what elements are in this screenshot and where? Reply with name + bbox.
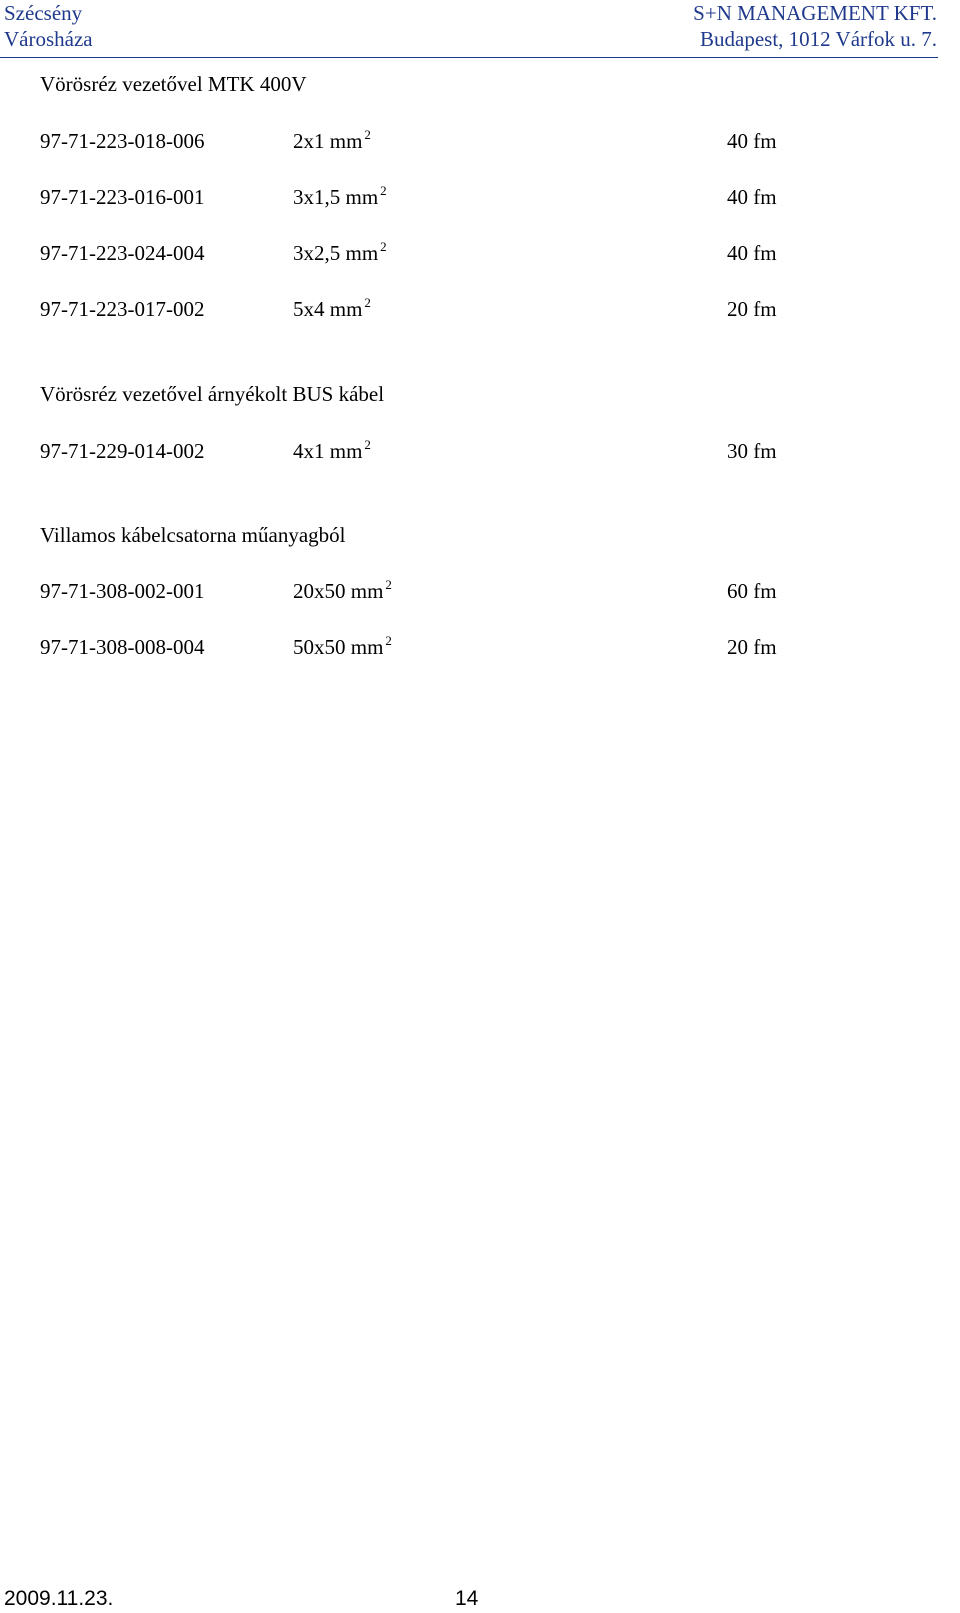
page-number: 14 bbox=[455, 1587, 479, 1610]
table-row bbox=[0, 240, 938, 270]
item-code: 97-71-223-018-006 bbox=[40, 129, 205, 153]
unit-exponent: 2 bbox=[364, 295, 371, 310]
table-row bbox=[0, 634, 938, 664]
unit-exponent: 2 bbox=[380, 239, 387, 254]
section-title-mtk: Vörösréz vezetővel MTK 400V bbox=[40, 72, 307, 96]
unit-exponent: 2 bbox=[385, 577, 392, 592]
unit-exponent: 2 bbox=[364, 437, 371, 452]
item-quantity: 40 fm bbox=[727, 241, 777, 265]
item-code: 97-71-223-016-001 bbox=[40, 185, 205, 209]
table-row bbox=[0, 578, 938, 608]
item-size: 20x50 mm $^2$ bbox=[293, 577, 392, 603]
section-title-bus: Vörösréz vezetővel árnyékolt BUS kábel bbox=[40, 382, 385, 406]
table-row bbox=[0, 184, 938, 214]
unit-exponent: 2 bbox=[364, 127, 371, 142]
header-client-name: Szécsény bbox=[4, 1, 83, 25]
table-row bbox=[0, 438, 938, 468]
item-code: 97-71-308-008-004 bbox=[40, 635, 205, 659]
item-code: 97-71-229-014-002 bbox=[40, 439, 205, 463]
item-size: 4x1 mm $^2$ bbox=[293, 437, 371, 463]
table-row bbox=[0, 296, 938, 326]
unit-exponent: 2 bbox=[380, 183, 387, 198]
item-quantity: 20 fm bbox=[727, 297, 777, 321]
item-size: 2x1 mm $^2$ bbox=[293, 127, 371, 153]
header-company-address: Budapest, 1012 Várfok u. 7. bbox=[700, 27, 937, 51]
item-size: 5x4 mm $^2$ bbox=[293, 295, 371, 321]
section-title-cable-duct: Villamos kábelcsatorna műanyagból bbox=[40, 523, 346, 547]
header-company-name: S+N MANAGEMENT KFT. bbox=[693, 1, 937, 25]
footer-date: 2009.11.23. bbox=[4, 1587, 114, 1610]
item-quantity: 60 fm bbox=[727, 579, 777, 603]
item-size: 3x1,5 mm $^2$ bbox=[293, 183, 387, 209]
item-size: 50x50 mm $^2$ bbox=[293, 633, 392, 659]
item-code: 97-71-308-002-001 bbox=[40, 579, 205, 603]
item-quantity: 40 fm bbox=[727, 185, 777, 209]
header-client bbox=[4, 0, 93, 52]
header-company bbox=[693, 0, 937, 52]
item-quantity: 40 fm bbox=[727, 129, 777, 153]
item-quantity: 20 fm bbox=[727, 635, 777, 659]
table-row bbox=[0, 128, 938, 158]
item-code: 97-71-223-024-004 bbox=[40, 241, 205, 265]
item-quantity: 30 fm bbox=[727, 439, 777, 463]
item-code: 97-71-223-017-002 bbox=[40, 297, 205, 321]
header-client-building: Városháza bbox=[4, 27, 93, 51]
item-size: 3x2,5 mm $^2$ bbox=[293, 239, 387, 265]
header-divider bbox=[0, 57, 938, 58]
unit-exponent: 2 bbox=[385, 633, 392, 648]
